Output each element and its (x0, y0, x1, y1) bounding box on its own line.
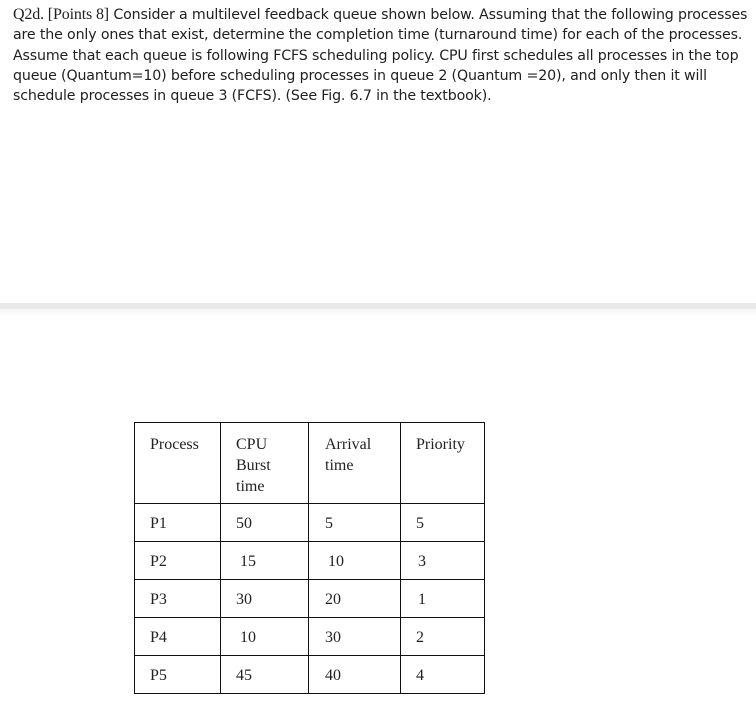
cell-arrival: 30 (309, 618, 401, 656)
table-row (135, 542, 485, 580)
section-divider-shadow (0, 309, 756, 317)
cell-process: P1 (135, 504, 221, 542)
header-arrival-time: Arrival time (309, 423, 401, 504)
cell-burst: 10 (221, 618, 309, 656)
header-priority: Priority (401, 423, 485, 504)
cell-arrival: 5 (309, 504, 401, 542)
table-row (135, 580, 485, 618)
cell-burst: 30 (221, 580, 309, 618)
table-row (135, 618, 485, 656)
cell-priority: 4 (401, 656, 485, 694)
cell-burst: 50 (221, 504, 309, 542)
header-process: Process (135, 423, 221, 504)
cell-burst: 45 (221, 656, 309, 694)
table-row (135, 504, 485, 542)
cell-priority: 2 (401, 618, 485, 656)
cell-priority: 1 (401, 580, 485, 618)
cell-burst: 15 (221, 542, 309, 580)
cell-arrival: 20 (309, 580, 401, 618)
cell-process: P2 (135, 542, 221, 580)
cell-process: P4 (135, 618, 221, 656)
cell-process: P3 (135, 580, 221, 618)
table-row (135, 656, 485, 694)
cell-process: P5 (135, 656, 221, 694)
cell-priority: 5 (401, 504, 485, 542)
cell-arrival: 40 (309, 656, 401, 694)
question-label: Q2d. [Points 8] (13, 6, 109, 23)
question-text (13, 5, 748, 106)
table-header-row (135, 423, 485, 504)
question-body: Consider a multilevel feedback queue shown below. Assuming that the following processes are the only ones that exist, determine the completion time (turnaround time) for each of the processes. Assume that each queue is following FCFS scheduling policy. CPU first schedules all processes in the top queue (Quantum=10) before scheduling processes in queue 2 (Quantum =20), and only then it will schedule processes in queue 3 (FCFS). (See Fig. 6.7 in the textbook). (13, 7, 748, 105)
cell-priority: 3 (401, 542, 485, 580)
cell-arrival: 10 (309, 542, 401, 580)
process-table (134, 422, 485, 694)
header-cpu-burst-time: CPU Burst time (221, 423, 309, 504)
